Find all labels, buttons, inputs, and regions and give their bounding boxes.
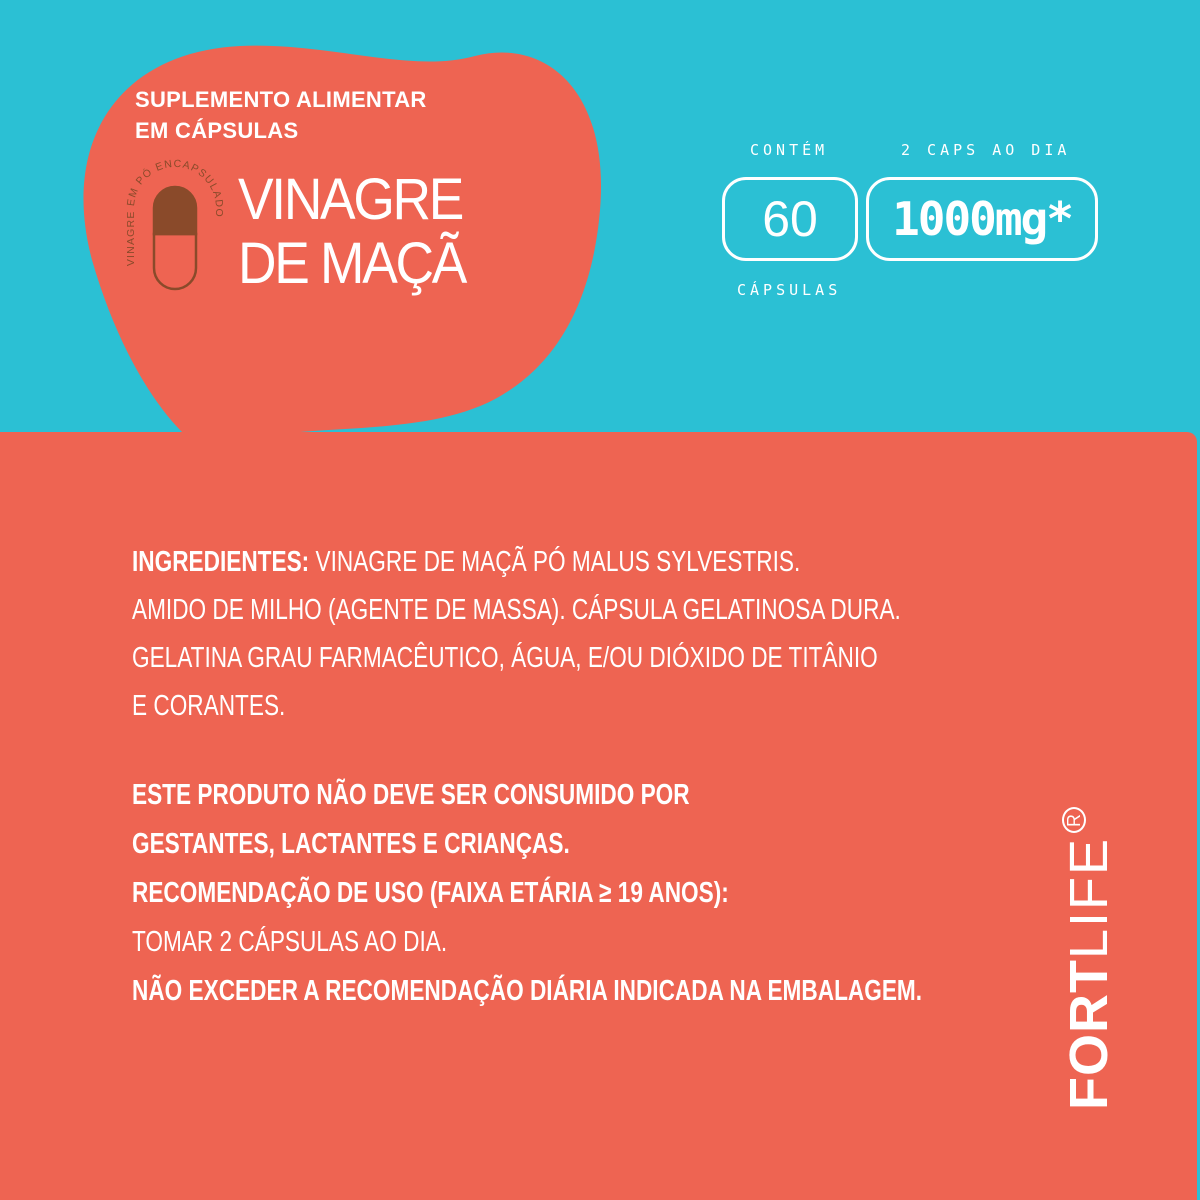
warning-line-1: ESTE PRODUTO NÃO DEVE SER CONSUMIDO POR — [132, 779, 690, 811]
daily-dose-label: 2 CAPS AO DIA — [901, 141, 1071, 159]
contains-label: CONTÉM — [750, 141, 829, 159]
warning-block — [132, 771, 922, 1016]
brand-name-bold: FORT — [1059, 959, 1119, 1110]
warning-line-2: GESTANTES, LACTANTES E CRIANÇAS. — [132, 828, 570, 860]
ingredients-line-3: GELATINA GRAU FARMACÊUTICO, ÁGUA, E/OU DIÓXIDO DE TITÂNIO — [132, 642, 878, 674]
dose-box — [866, 177, 1098, 261]
tagline-line-2: EM CÁPSULAS — [135, 118, 299, 143]
ingredients-line-4: E CORANTES. — [132, 690, 286, 722]
registered-mark-icon: R — [1062, 807, 1086, 833]
ingredients-line-2: AMIDO DE MILHO (AGENTE DE MASSA). CÁPSULA GELATINOSA DURA. — [132, 594, 901, 626]
title-line-1: VINAGRE — [238, 167, 463, 232]
ingredients-heading: INGREDIENTES: — [132, 546, 310, 578]
capsules-label: CÁPSULAS — [737, 281, 842, 299]
usage-recommendation: RECOMENDAÇÃO DE USO (FAIXA ETÁRIA ≥ 19 ANOS): — [132, 877, 729, 909]
capsule-bottom-half — [154, 234, 196, 289]
badge-text-path: VINAGRE EM PÓ ENCAPSULADO — [124, 157, 226, 267]
brand-name-light: LIFE — [1059, 836, 1119, 960]
usage-instruction: TOMAR 2 CÁPSULAS AO DIA. — [132, 926, 448, 958]
capsule-count-value: 60 — [762, 191, 818, 247]
brand-logo — [1059, 807, 1119, 1110]
product-title — [238, 168, 465, 296]
product-tagline — [135, 84, 427, 146]
title-line-2: DE MAÇÃ — [238, 231, 466, 296]
dose-value: 1000mg* — [892, 192, 1072, 246]
ingredients-line-1 — [132, 538, 901, 586]
capsule-badge-icon — [120, 150, 230, 300]
dosage-warning: NÃO EXCEDER A RECOMENDAÇÃO DIÁRIA INDICADA NA EMBALAGEM. — [132, 975, 923, 1007]
tagline-line-1: SUPLEMENTO ALIMENTAR — [135, 87, 427, 112]
ingredients-block — [132, 538, 901, 730]
capsule-count-box — [722, 177, 858, 261]
ingredients-text-1: VINAGRE DE MAÇÃ PÓ MALUS SYLVESTRIS. — [315, 546, 801, 578]
